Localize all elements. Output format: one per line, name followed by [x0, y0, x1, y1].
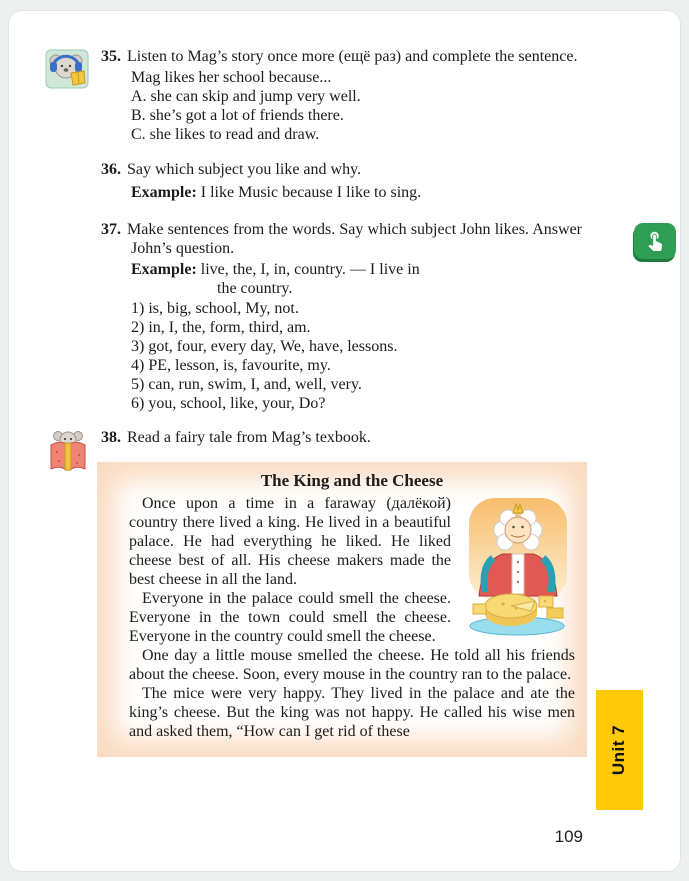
- task-text: Read a fairy tale from Mag’s texbook.: [127, 429, 371, 446]
- option-c: C. she likes to read and draw.: [131, 126, 320, 143]
- option-b: B. she’s got a lot of friends there.: [131, 107, 344, 124]
- unit-tab-label: Unit 7: [609, 724, 629, 776]
- task-statement: [101, 47, 582, 66]
- example-continuation: the country.: [217, 280, 293, 297]
- word-list-item: 6) you, school, like, your, Do?: [131, 395, 326, 412]
- task-text: Say which subject you like and why.: [127, 161, 362, 178]
- word-list-item: 4) PE, lesson, is, favourite, my.: [131, 357, 331, 374]
- example-label: Example:: [131, 261, 197, 278]
- task-38: [101, 428, 582, 447]
- option-a: A. she can skip and jump very well.: [131, 88, 361, 105]
- word-list-item: 2) in, I, the, form, third, am.: [131, 319, 311, 336]
- example-line: [101, 260, 582, 279]
- tale-paragraph: Once upon a time in a faraway (далёкой) country there lived a king. He lived in a beautiful palace. He had everything he liked. He liked cheese best of all. His cheese makers made the best cheese in all the land.: [129, 495, 451, 588]
- listen-icon: [45, 47, 91, 91]
- tap-button[interactable]: [634, 223, 676, 259]
- word-list-item: 5) can, run, swim, I, and, well, very.: [131, 376, 362, 393]
- task-statement: [101, 220, 582, 258]
- task-number: 36.: [101, 161, 121, 178]
- fairy-tale-box: [97, 462, 587, 757]
- page-card: [8, 10, 681, 872]
- word-list-item: 3) got, four, every day, We, have, lessons.: [131, 338, 398, 355]
- tap-icon: [644, 229, 666, 254]
- task-lead: Mag likes her school because...: [131, 69, 332, 86]
- task-number: 38.: [101, 429, 121, 446]
- unit-tab[interactable]: [596, 690, 643, 810]
- task-statement: [101, 428, 582, 447]
- word-list: [101, 299, 582, 413]
- tale-paragraph: Everyone in the palace could smell the cheese. Everyone in the town could smell the cheese. Everyone in the country could smell the cheese.: [129, 590, 451, 645]
- tale-paragraph: The mice were very happy. They lived in the palace and ate the king’s cheese. But the king was not happy. He called his wise men and asked them, “How can I get rid of these: [129, 685, 575, 740]
- task-statement: [101, 160, 582, 179]
- example-text: live, the, I, in, country. — I live in: [200, 261, 420, 278]
- task-36: [101, 160, 582, 202]
- task-number: 35.: [101, 48, 121, 65]
- read-icon: [45, 428, 91, 472]
- task-number: 37.: [101, 221, 121, 238]
- task-35: [101, 47, 582, 144]
- example-text: I like Music because I like to sing.: [200, 184, 422, 201]
- task-text: Listen to Mag’s story once more (ещё раз) and complete the sentence.: [127, 48, 578, 65]
- example-line: [101, 183, 582, 202]
- page-number: 109: [554, 827, 583, 846]
- tasks-section: [9, 11, 680, 447]
- tale-title: The King and the Cheese: [260, 471, 444, 490]
- example-label: Example:: [131, 184, 197, 201]
- king-cheese-illustration: [461, 496, 575, 638]
- task-text: Make sentences from the words. Say which subject John likes. Answer John’s question.: [127, 221, 582, 257]
- task-37: [101, 220, 582, 413]
- tale-paragraph: One day a little mouse smelled the cheese. He told all his friends about the cheese. Soon, every mouse in the country ran to the palace.: [129, 647, 575, 683]
- word-list-item: 1) is, big, school, My, not.: [131, 300, 299, 317]
